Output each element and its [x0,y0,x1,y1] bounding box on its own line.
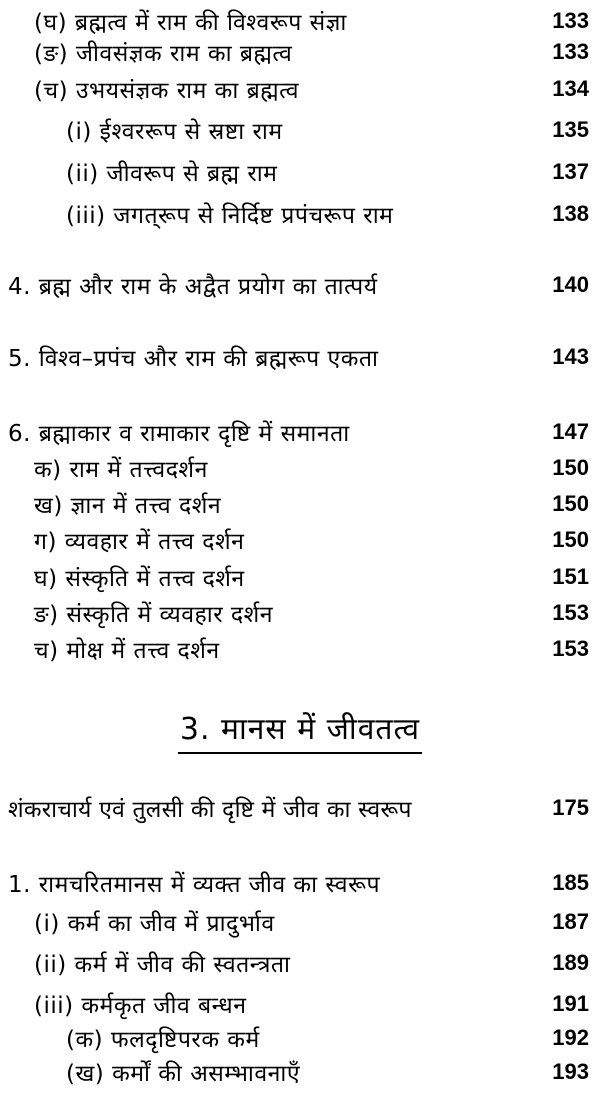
toc-entry [34,594,589,632]
toc-entry-page: 140 [552,272,589,297]
toc-entry [34,558,589,596]
toc-entry [34,903,589,941]
toc-entry-title: (ii) कर्म में जीव की स्वतन्त्रता [34,952,291,978]
toc-entry-title: ग) व्यवहार में तत्त्व दर्शन [34,529,245,555]
toc-entry [8,864,589,902]
toc-entry-title: (घ) ब्रह्मत्व में राम की विश्वरूप संज्ञा [34,10,347,36]
toc-entry-page: 192 [552,1025,589,1050]
toc-entry [8,338,589,376]
toc-entry [8,789,589,827]
toc-entry [66,1053,589,1091]
toc-entry-page: 191 [552,991,589,1016]
toc-entry-page: 147 [552,419,589,444]
toc-entry [34,449,589,487]
toc-entry-title: (ii) जीवरूप से ब्रह्म राम [66,161,278,187]
toc-entry-page: 187 [552,909,589,934]
toc-entry-title: शंकराचार्य एवं तुलसी की दृष्टि में जीव का स्वरूप [8,797,412,823]
toc-entry-title: (ख) कर्मों की असम्भावनाएँ [66,1061,301,1087]
toc-entry [66,1019,589,1057]
toc-entry-page: 189 [552,950,589,975]
toc-entry-title: ङ) संस्कृति में व्यवहार दर्शन [34,602,274,628]
toc-entry-page: 150 [552,455,589,480]
toc-entry-page: 150 [552,527,589,552]
toc-entry [34,485,589,523]
toc-entry [8,413,589,451]
toc-entry-page: 135 [552,117,589,142]
toc-entry [66,153,589,191]
toc-entry-page: 133 [552,39,589,64]
toc-entry-title: (च) उभयसंज्ञक राम का ब्रह्मत्व [34,78,300,104]
toc-entry [34,630,589,668]
toc-entry [34,33,589,71]
toc-entry-page: 134 [552,76,589,101]
toc-entry-page: 193 [552,1059,589,1084]
toc-entry-title: क) राम में तत्त्वदर्शन [34,457,208,483]
toc-entry [34,985,589,1023]
toc-entry-title: 5. विश्व–प्रपंच और राम की ब्रह्मरूप एकता [8,346,379,372]
toc-entry-page: 143 [552,344,589,369]
toc-entry-page: 175 [552,795,589,820]
toc-entry-page: 153 [552,600,589,625]
toc-entry-title: 1. रामचरितमानस में व्यक्त जीव का स्वरूप [8,872,381,898]
toc-entry-page: 150 [552,491,589,516]
section-heading [0,710,600,754]
toc-entry-title: 6. ब्रह्माकार व रामाकार दृष्टि में समानता [8,421,350,447]
toc-entry-page: 133 [552,8,589,33]
toc-entry-page: 151 [552,564,589,589]
toc-entry-page: 137 [552,159,589,184]
toc-entry-page: 153 [552,636,589,661]
section-heading-text: 3. मानस में जीवतत्व [178,710,422,754]
toc-entry-title: (ङ) जीवसंज्ञक राम का ब्रह्मत्व [34,41,293,67]
toc-entry [34,944,589,982]
toc-entry-title: च) मोक्ष में तत्त्व दर्शन [34,638,220,664]
toc-entry [66,111,589,149]
toc-entry-title: (क) फलदृष्टिपरक कर्म [66,1027,260,1053]
toc-entry-page: 185 [552,870,589,895]
toc-entry [34,70,589,108]
toc-entry [66,195,589,233]
toc-entry-title: (i) कर्म का जीव में प्रादुर्भाव [34,911,275,937]
toc-entry-page: 138 [552,201,589,226]
toc-entry [34,521,589,559]
toc-entry-title: ख) ज्ञान में तत्त्व दर्शन [34,493,222,519]
toc-entry-title: घ) संस्कृति में तत्त्व दर्शन [34,566,245,592]
toc-entry-title: (iii) कर्मकृत जीव बन्धन [34,993,247,1019]
toc-entry-title: (i) ईश्वररूप से स्रष्टा राम [66,119,283,145]
toc-entry-title: (iii) जगत्‌रूप से निर्दिष्ट प्रपंचरूप राम [66,203,394,229]
toc-entry [8,266,589,304]
toc-entry-title: 4. ब्रह्म और राम के अद्वैत प्रयोग का तात्पर्य [8,274,378,300]
